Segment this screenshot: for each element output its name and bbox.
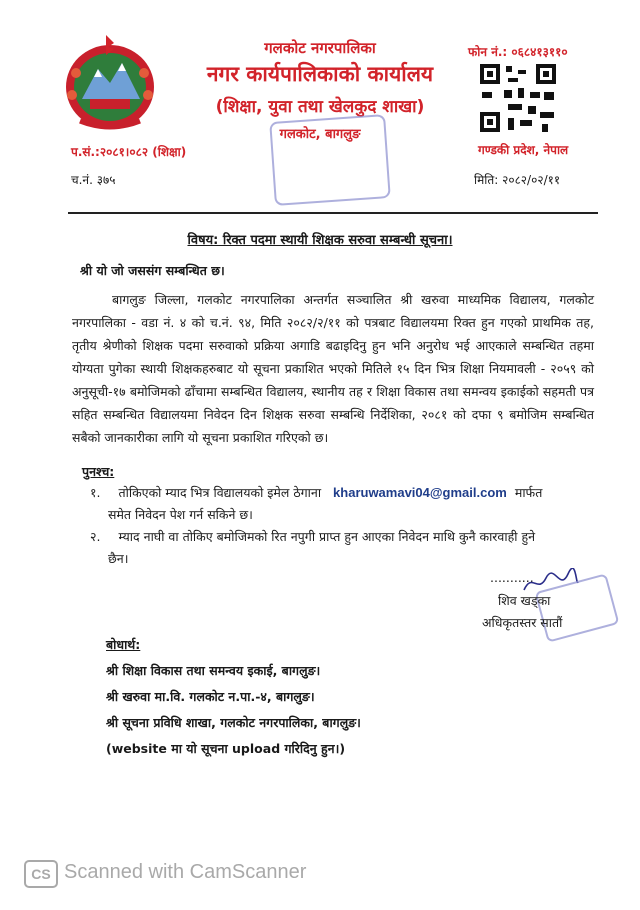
list-item [90, 484, 610, 501]
signatory-name: शिव खड्का [498, 593, 551, 608]
cc-item: श्री खरुवा मा.वि. गलकोट न.पा.-४, बागलुङ। [106, 689, 315, 704]
school-email-link[interactable]: kharuwamavi04@gmail.com [333, 485, 507, 500]
province-name: गण्डकी प्रदेश, नेपाल [478, 143, 569, 157]
reference-number: प.सं.:२०८१।०८२ (शिक्षा) [71, 145, 187, 159]
camscanner-logo [24, 860, 58, 888]
dispatch-number: च.नं. ३७५ [71, 173, 116, 187]
punashcha-label: पुनश्च: [82, 464, 115, 479]
item-text: मार्फत [514, 485, 543, 500]
office-name: नगर कार्यपालिकाको कार्यालय [206, 62, 434, 86]
list-item [90, 528, 610, 545]
item-text: म्याद नाघी वा तोकिए बमोजिमको रित नपुगी प्राप्त हुन आएका निवेदन माथि कुनै कारवाही हुने [118, 529, 536, 544]
branch-name: (शिक्षा, युवा तथा खेलकुद शाखा) [215, 97, 425, 117]
phone-number: फोन नं.: ०६८४१३११० [468, 45, 568, 59]
camscanner-logo-text: CS [31, 866, 51, 882]
item-text: तोकिएको म्याद भित्र विद्यालयको इमेल ठेगाना [118, 485, 322, 500]
item-continuation: छैन। [108, 551, 129, 566]
cc-item: (website मा यो सूचना upload गरिदिनु हुन।) [106, 741, 346, 756]
signatory-title: अधिकृतस्तर सातौं [482, 615, 563, 630]
office-location: गलकोट, बागलुङ [279, 127, 361, 142]
main-paragraph: बागलुङ जिल्ला, गलकोट नगरपालिका अन्तर्गत सञ्चालित श्री खरुवा माध्यमिक विद्यालय, गलकोट नगरपालिका - वडा नं. ४ को च.नं. ९४, मिति २०८२/२/११ को पत्रबाट विद्यालयमा रिक्त हुन गएको प्राथमिक तह, तृतीय श्रेणीको शिक्षक पदमा सरुवाको प्रक्रिया अगाडि बढाइदिनु हुन भनि अनुरोध भई आएकाले सम्बन्धित तहमा योग्यता पुगेका स्थायी शिक्षकहरुबाट यो सूचना प्रकाशित भएको मितिले १५ दिन भित्र शिक्षा नियमावली - २०५९ को अनुसूची-१७ बमोजिमको ढाँचामा सम्बन्धित विद्यालय, स्थानीय तह र शिक्षा विकास तथा समन्वय इकाईको सहमती पत्र सहित सम्बन्धित विद्यालयमा निवेदन दिन शिक्षक सरुवा सम्बन्धि निर्देशिका, २०८१ को दफा ९ बमोजिम सम्बन्धित सबैको जानकारीका लागि यो सूचना प्रकाशित गरिएको छ। [72, 292, 594, 445]
camscanner-watermark: Scanned with CamScanner [64, 861, 307, 883]
signature-dots: ........... [490, 570, 534, 585]
cc-label: बोधार्थ: [106, 637, 141, 652]
issue-date: मिति: २०८२/०२/११ [474, 173, 561, 187]
header-divider [68, 212, 598, 214]
cc-item: श्री शिक्षा विकास तथा समन्वय इकाई, बागलुङ। [106, 663, 321, 678]
item-number: २. [90, 529, 101, 544]
item-number: १. [90, 485, 101, 500]
subject-line: विषय: रिक्त पदमा स्थायी शिक्षक सरुवा सम्बन्धी सूचना। [187, 233, 453, 248]
qr-code-icon [478, 62, 558, 134]
office-seal-stamp [269, 114, 391, 206]
municipality-name: गलकोट नगरपालिका [264, 39, 376, 57]
cc-item: श्री सूचना प्रविधि शाखा, गलकोट नगरपालिका, बागलुङ। [106, 715, 361, 730]
salutation: श्री यो जो जससंग सम्बन्धित छ। [80, 263, 225, 278]
item-continuation: समेत निवेदन पेश गर्न सकिने छ। [108, 507, 253, 522]
